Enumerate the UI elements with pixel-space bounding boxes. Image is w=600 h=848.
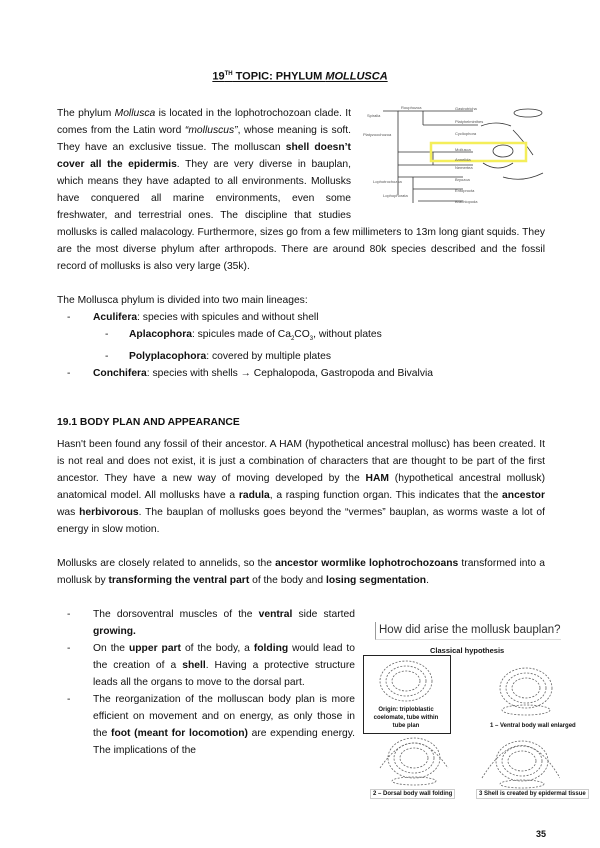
annelids-paragraph: Mollusks are closely related to annelids, so the ancestor wormlike lophotrochozoans transformed into a mollusk by transforming the ventral part of the body and losing segmentation. [57,558,545,586]
origin-caption: Origin: triploblastic coelomate, tube within tube plan [373,707,439,729]
svg-text:Rouphozoa: Rouphozoa [401,105,422,110]
svg-text:Spiralia: Spiralia [367,113,381,118]
list-item: - Aplacophora: spicules made of $Ca_2CO_3$, without plates [57,326,557,348]
step3-caption: 3 Shell is created by epidermal tissue [476,789,589,799]
svg-text:Lophophorata: Lophophorata [383,193,408,198]
svg-text:Nemertea: Nemertea [455,165,473,170]
step1-caption: 1 – Ventral body wall enlarged [490,723,576,729]
list-item: - Aculifera: species with spicules and without shell [57,309,557,326]
svg-text:Platyzoochozoa: Platyzoochozoa [363,132,392,137]
svg-text:Cycliophora: Cycliophora [455,131,477,136]
page-number: 35 [536,829,547,839]
body-plan-paragraph: Hasn't been found any fossil of their ancestor. A HAM (hypothetical ancestral mollusc) has been created. It is not real and does not exist, it is just a combination of characters that are thought to be part of the first ancestor. They have a new way of moving developed by the HAM (hypothetical ancestral mollusk) anatomical model. All mollusks have a radula, a rasping function organ. This indicates that the ancestor was herbivorous. The bauplan of mollusks goes beyond the “vermes” bauplan, as worms waste a lot of energy in slow motion. [57,439,545,535]
list-item: - Polyplacophora: covered by multiple plates [57,348,557,365]
phylogenetic-tree-figure [363,105,545,209]
figure-heading: How did arise the mollusk bauplan? [375,622,561,640]
transformation-list [57,606,355,759]
svg-text:Bryozoa: Bryozoa [455,177,470,182]
svg-text:Lophotrochozoa: Lophotrochozoa [373,179,402,184]
list-item: - On the upper part of the body, a folding would lead to the creation of a shell. Having a protective structure leads all the organs to move to the dorsal part. [57,640,355,691]
svg-text:Brachiopoda: Brachiopoda [455,199,478,204]
svg-text:Mollusca: Mollusca [455,147,471,152]
list-item: - The dorsoventral muscles of the ventral side started growing. [57,606,355,640]
bauplan-hypothesis-figure [372,618,586,818]
svg-text:Annelida: Annelida [455,157,471,162]
step2-caption: 2 – Dorsal body wall folding [370,789,455,799]
intro-paragraph: Spiralia Rouphozoa Platyzoochozoa Lophotrochozoa Lophophorata Gastrotricha Platyhelminthes Cycliophora Mollusca Annelida Nemertea Bryozoa Entoprocta Brachiopoda The phylum Mollusca is located in the lophotrochozoan clade. It comes from the Latin word “molluscus”, whose meaning is soft. They have an exclusive tissue. The molluscan shell doesn’t cover all the epidermis. They are very diverse in bauplan, which means they have adapted to all environments. Mollusks have conquered all marine environments, even some freshwater, and terrestrial ones. The discipline that studies mollusks is called malacology. Furthermore, sizes go from a few millimeters to 13m long giant squids. They are the most diverse phylum after arthropods. There are around 80k species described and the fossil record of mollusks is also very large (35k). [57,105,545,272]
list-item: - The reorganization of the molluscan body plan is more efficient on movement and on energy, as only those in the foot (meant for locomotion) are expending energy. The implications of the [57,691,355,759]
lineages-list: The Mollusca phylum is divided into two main lineages: - Aculifera: species with spicules and without shell - Aplacophora: spicules made of $Ca_2CO_3$, without plates - Polyplacophora: covered by multiple plates - Conchifera: species with shells → Cephalopoda, Gastropoda and Bivalvia [57,292,557,382]
section-heading: 19.1 BODY PLAN AND APPEARANCE [57,417,240,428]
list-item: - Conchifera: species with shells → Cephalopoda, Gastropoda and Bivalvia [57,365,557,382]
figure-subtitle: Classical hypothesis [430,646,505,655]
svg-text:Platyhelminthes: Platyhelminthes [455,119,484,124]
page-title: 19TH TOPIC: PHYLUM MOLLUSCA [212,70,388,83]
svg-text:Entoprocta: Entoprocta [455,188,475,193]
svg-text:Gastrotricha: Gastrotricha [455,106,477,111]
